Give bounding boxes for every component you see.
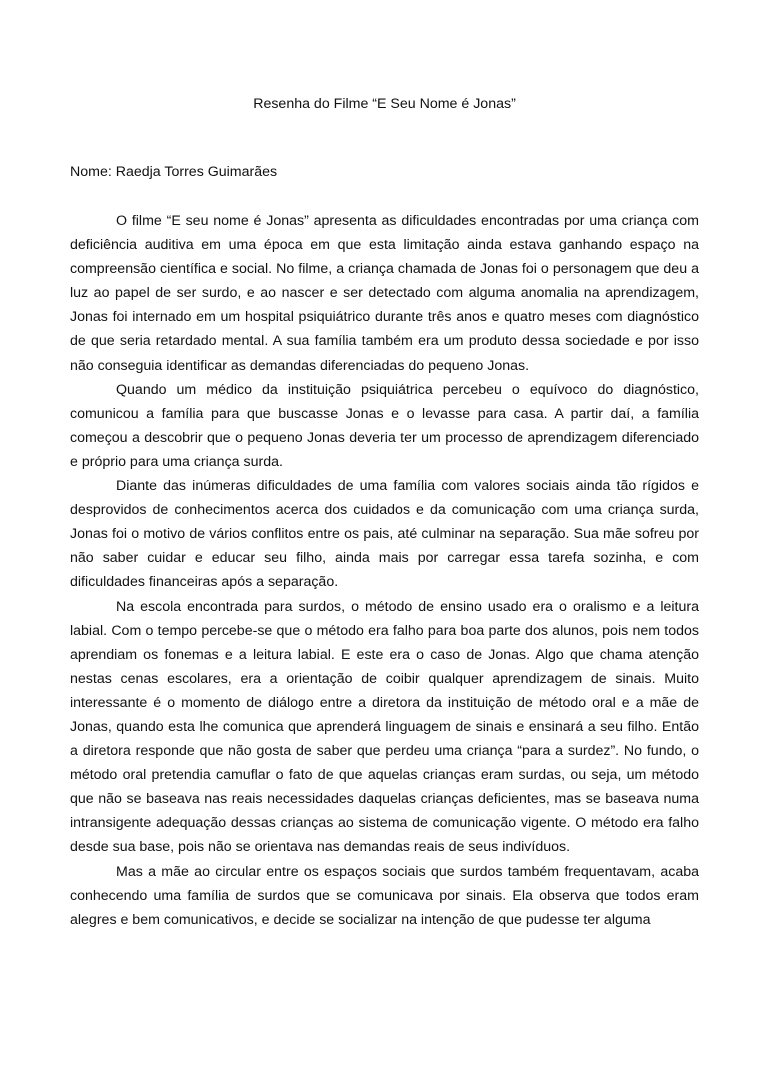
document-page	[70, 0, 699, 1087]
document-title: Resenha do Filme “E Seu Nome é Jonas”	[253, 96, 516, 112]
paragraph: Mas a mãe ao circular entre os espaços sociais que surdos também frequentavam, acaba conhecendo uma família de surdos que se comunicava por sinais. Ela observa que todos eram alegres e bem comunicativos, e decide se socializar na intenção de que pudesse ter alguma	[70, 863, 699, 928]
paragraph: Diante das inúmeras dificuldades de uma família com valores sociais ainda tão rígidos e desprovidos de conhecimentos acerca dos cuidados e da comunicação com uma criança surda, Jonas foi o motivo de vários conflitos entre os pais, até culminar na separação. Sua mãe sofreu por não saber cuidar e educar seu filho, ainda mais por carregar essa tarefa sozinha, e com dificuldades financeiras após a separação.	[70, 478, 699, 591]
paragraph: Quando um médico da instituição psiquiátrica percebeu o equívoco do diagnóstico, comunicou a família para que buscasse Jonas e o levasse para casa. A partir daí, a família começou a descobrir que o pequeno Jonas deveria ter um processo de aprendizagem diferenciado e próprio para uma criança surda.	[70, 381, 699, 470]
author-name: Nome: Raedja Torres Guimarães	[70, 164, 278, 180]
paragraph: Na escola encontrada para surdos, o método de ensino usado era o oralismo e a leitura labial. Com o tempo percebe-se que o método era falho para boa parte dos alunos, pois nem todos aprendiam os fonemas e a leitura labial. E este era o caso de Jonas. Algo que chama atenção nestas cenas escolares, era a orientação de coibir qualquer aprendizagem de sinais. Muito interessante é o momento de diálogo entre a diretora da instituição de método oral e a mãe de Jonas, quando esta lhe comunica que aprenderá linguagem de sinais e ensinará a seu filho. Então a diretora responde que não gosta de saber que perdeu uma criança “para a surdez”. No fundo, o método oral pretendia camuflar o fato de que aquelas crianças eram surdas, ou seja, um método que não se baseava nas reais necessidades daquelas crianças deficientes, mas se baseava numa intransigente adequação dessas crianças ao sistema de comunicação vigente. O método era falho desde sua base, pois não se orientava nas demandas reais de seus indivíduos.	[70, 598, 699, 856]
paragraph: O filme “E seu nome é Jonas” apresenta as dificuldades encontradas por uma criança com deficiência auditiva em uma época em que esta limitação ainda estava ganhando espaço na compreensão científica e social. No filme, a criança chamada de Jonas foi o personagem que deu a luz ao papel de ser surdo, e ao nascer e ser detectado com alguma anomalia na aprendizagem, Jonas foi internado em um hospital psiquiátrico durante três anos e quatro meses com diagnóstico de que seria retardado mental. A sua família também era um produto dessa sociedade e por isso não conseguia identificar as demandas diferenciadas do pequeno Jonas.	[70, 213, 699, 374]
document-body	[70, 209, 699, 932]
